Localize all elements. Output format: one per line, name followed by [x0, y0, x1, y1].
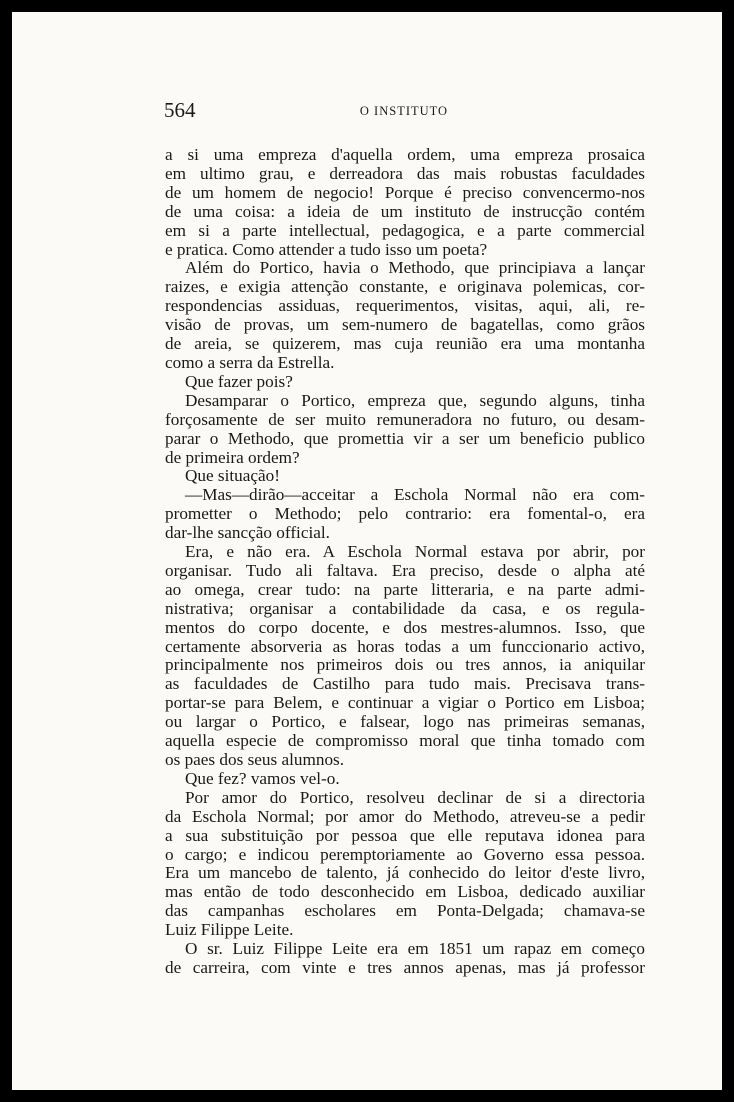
text-line: de uma coisa: a ideia de um instituto de instrucção contém	[165, 201, 645, 221]
text-line: dar-lhe sancção official.	[165, 523, 330, 543]
text-line: prometter o Methodo; pelo contrario: era fomental-o, era	[165, 504, 645, 524]
text-line: em ultimo grau, e derreadora das mais robustas faculdades	[165, 163, 645, 183]
text-line: da Eschola Normal; por amor do Methodo, atreveu-se a pedir	[165, 806, 645, 826]
page-header	[164, 98, 644, 128]
text-line: as faculdades de Castilho para tudo mais. Precisava trans-	[165, 674, 645, 694]
text-line: o cargo; e indicou peremptoriamente ao Governo essa pessoa.	[165, 844, 645, 864]
book-page	[12, 12, 722, 1090]
text-line: Além do Portico, havia o Methodo, que principiava a lançar	[185, 258, 645, 278]
page-number: 564	[164, 98, 196, 122]
text-line: nistrativa; organisar a contabilidade da casa, e os regula-	[165, 598, 645, 618]
text-line: ao omega, crear tudo: na parte litteraria, e na parte admi-	[165, 579, 645, 599]
text-line: Era um mancebo de talento, já conhecido do leitor d'este livro,	[165, 863, 645, 883]
text-line: mas então de todo desconhecido em Lisboa, dedicado auxiliar	[165, 882, 645, 902]
text-line: ou largar o Portico, e falsear, logo nas primeiras semanas,	[165, 712, 645, 732]
text-line: Que fazer pois?	[185, 371, 293, 391]
text-line: Que fez? vamos vel-o.	[185, 768, 340, 788]
text-line: Desamparar o Portico, empreza que, segundo alguns, tinha	[185, 390, 645, 410]
text-line: de carreira, com vinte e tres annos apenas, mas já professor	[165, 957, 645, 977]
text-line: mentos do corpo docente, e dos mestres-alumnos. Isso, que	[165, 617, 645, 637]
text-line: de areia, se quizerem, mas cuja reunião era uma montanha	[165, 334, 645, 354]
text-line: das campanhas escholares em Ponta-Delgada; chamava-se	[165, 901, 645, 921]
text-line: de um homem de negocio! Porque é preciso convencermo-nos	[165, 182, 645, 202]
text-line: em si a parte intellectual, pedagogica, e a parte commercial	[165, 220, 645, 240]
text-line: a si uma empreza d'aquella ordem, uma empreza prosaica	[165, 145, 645, 164]
text-line: e pratica. Como attender a tudo isso um poeta?	[165, 239, 488, 259]
text-line: Luiz Filippe Leite.	[165, 920, 294, 940]
text-line: —Mas—dirão—acceitar a Eschola Normal não era com-	[185, 485, 645, 505]
text-line: como a serra da Estrella.	[165, 352, 335, 372]
text-line: organisar. Tudo ali faltava. Era preciso, desde o alpha até	[165, 560, 645, 580]
text-line: parar o Methodo, que promettia vir a ser um beneficio publico	[165, 428, 645, 448]
text-line: Era, e não era. A Eschola Normal estava por abrir, por	[185, 542, 645, 562]
text-line: Que situação!	[185, 466, 280, 486]
text-line: aquella especie de compromisso moral que tinha tomado com	[165, 731, 645, 751]
text-line: portar-se para Belem, e continuar a vigiar o Portico em Lisboa;	[165, 693, 645, 713]
text-line: respondencias assiduas, requerimentos, visitas, aqui, ali, re-	[165, 296, 645, 316]
text-line: a sua substituição por pessoa que elle reputava idonea para	[165, 825, 645, 845]
running-title: O INSTITUTO	[359, 104, 449, 118]
text-line: O sr. Luiz Filippe Leite era em 1851 um rapaz em começo	[185, 939, 645, 959]
text-line: Por amor do Portico, resolveu declinar de si a directoria	[185, 787, 645, 807]
text-line: raizes, e exigia attenção constante, e originava polemicas, cor-	[165, 277, 645, 297]
body-text	[165, 146, 645, 978]
text-line: os paes dos seus alumnos.	[165, 750, 345, 769]
text-line: de primeira ordem?	[165, 447, 300, 467]
text-line: certamente absorveria as horas todas a um funccionario activo,	[165, 636, 645, 656]
text-line: visão de provas, um sem-numero de bagatellas, como grãos	[165, 315, 645, 335]
text-line: forçosamente de ser muito remuneradora no futuro, ou desam-	[165, 409, 645, 429]
text-line: principalmente nos primeiros dois ou tres annos, ia aniquilar	[165, 655, 645, 675]
